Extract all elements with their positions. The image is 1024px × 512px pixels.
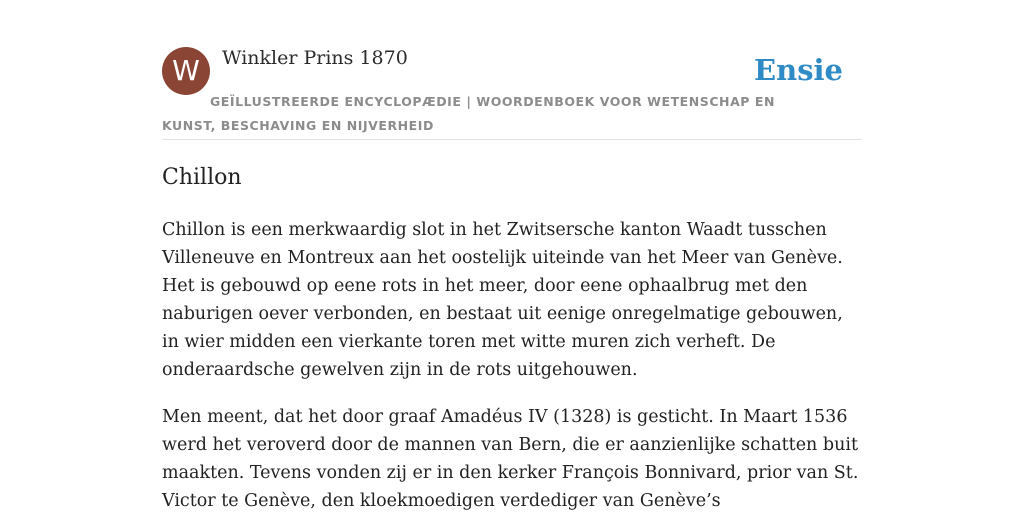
brand-logo[interactable]: Ensie [754, 53, 843, 87]
article [162, 162, 862, 512]
article-paragraph: Chillon is een merkwaardig slot in het Zwitsersche kanton Waadt tusschen Villeneuve en Montreux aan het oostelijk uiteinde van het Meer van Genève. Het is gebouwd op eene rots in het meer, door eene ophaalbrug met den naburigen oever verbonden, en bestaat uit eenige onregelmatige gebouwen, in wier midden een vierkante toren met witte muren zich verheft. De onderaardsche gewelven zijn in de rots uitgehouwen. [162, 220, 843, 380]
source-avatar[interactable]: W [162, 47, 210, 95]
source-subtitle: GEÏLLUSTREERDE ENCYCLOPÆDIE | WOORDENBOEK VOOR WETENSCHAP EN KUNST, BESCHAVING EN NIJVERHEID [162, 94, 775, 133]
article-title: Chillon [162, 165, 242, 190]
source-header [162, 46, 862, 140]
article-paragraph: Men meent, dat het door graaf Amadéus IV (1328) is gesticht. In Maart 1536 werd het veroverd door de mannen van Bern, die er aanzienlijke schatten buit maakten. Tevens vonden zij er in den kerker François Bonnivard, prior van St. Victor te Genève, den kloekmoedigen verdediger van Genève’s [162, 407, 859, 511]
source-title[interactable]: Winkler Prins 1870 [222, 47, 408, 69]
